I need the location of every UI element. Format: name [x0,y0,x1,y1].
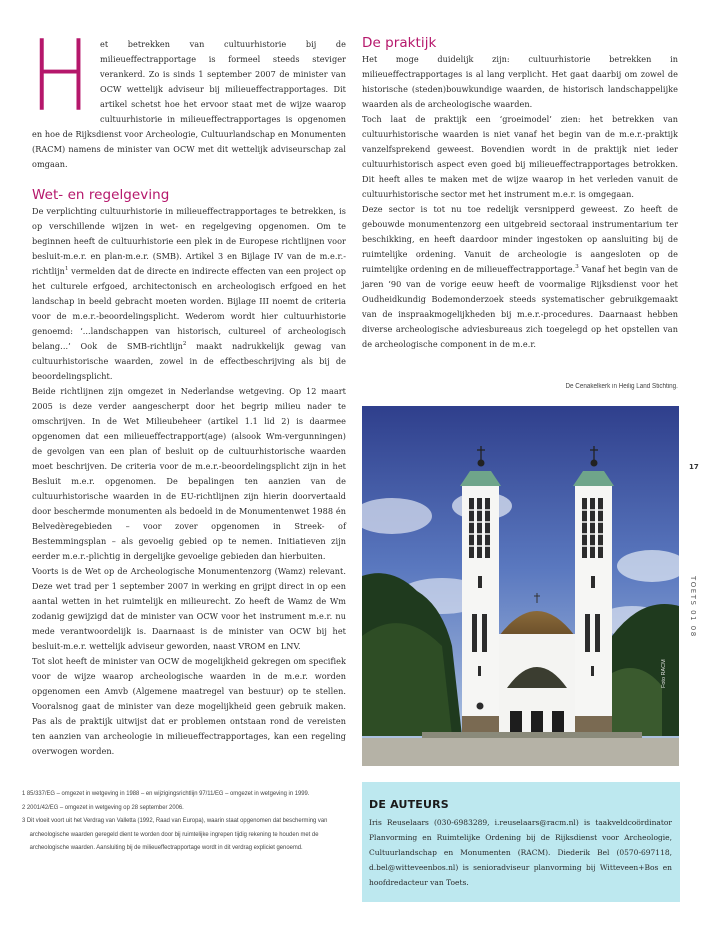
footnote-2: 2 2001/42/EG – omgezet in wetgeving op 28 september 2006. [22,803,184,811]
page-number: 17 [689,463,699,471]
text-run: Vanaf het begin van de jaren ’90 van de vorige eeuw heeft de voormalige Rijksdienst voor het Oudheidkundig Bodemonderzoek steeds systematischer gebruikgemaakt van de inspraakmogelijkheden bij m.e.r.-procedures. Daarnaast hebben diverse archeologische adviesbureaus zich toegelegd op het opstellen van de archeologische component in de m.e.r. [362,264,678,349]
section2-paragraph-3 [362,202,678,352]
footnotes [22,787,352,855]
section1-paragraph-2: Beide richtlijnen zijn omgezet in Nederlandse wetgeving. Op 12 maart 2005 is deze verder aangescherpt door het begrip milieu nader te omschrijven. In de Wet Milieubeheer (artikel 1.1 lid 2) is daarmee opgenomen dat een milieueffectrapport(age) (alsook Wm-vergunningen) de gevolgen van een plan of besluit op de cultuurhistorische waarden moet beschrijven. De criteria voor de m.e.r.-beoordelingsplicht zijn in het Besluit m.e.r. opgenomen. De bepalingen ten aanzien van de cultuurhistorische waarden in de EU-richtlijnen zijn hierin doorvertaald door beschermde monumenten als bedoeld in de Monumentenwet 1988 én Belvedèregebieden – voor zover opgenomen in Streek- of Bestemmingsplan – als gevoelig gebied op te nemen. Initiatieven zijn eerder m.e.r.-plichtig in dergelijke gevoelige gebieden dan hierbuiten. [32,386,346,561]
section1-paragraph-4: Tot slot heeft de minister van OCW de mogelijkheid gekregen om specifiek voor de wijze waarop archeologische waarden in de m.e.r. worden opgenomen een Amvb (Algemene maatregel van bestuur) op te stellen. Vooralsnog gaat de minister van deze mogelijkheid geen gebruik maken. Pas als de praktijk uitwijst dat er problemen ontstaan rond de vereisten ten aanzien van archeologie in milieueffectrapportages, kan een regeling overwogen worden. [32,656,346,756]
figure-caption: De Cenakelkerk in Heilig Land Stichting. [565,383,678,390]
text-run: maakt nadrukkelijk gewag van cultuurhistorische waarden, zowel in de effectbeschrijving als bij de beoordelingsplicht. [32,341,347,381]
text-run: vermelden dat de directe en indirecte effecten van een project op het culturele erfgoed, architectonisch en archeologisch erfgoed en het landschap in beeld gebracht moeten worden. Bijlage III noemt de criteria voor de m.e.r.-beoordelingsplicht. Wederom wordt hier cultuurhistorie genoemd: ‘...landschappen van historisch, cultureel of archeologisch belang...’ Ook de SMB-richtlijn [32,266,346,351]
footnote-1: 1 85/337/EG – omgezet in wetgeving in 1988 – en wijzigingsrichtlijn 97/11/EG – omgezet in wetgeving in 1999. [22,790,310,797]
section2-paragraph-1: Het moge duidelijk zijn: cultuurhistorie betrekken in milieueffectrapportages is al lang verplicht. Het gaat daarbij om zowel de historische (steden)bouwkundige waarden, de historisch landschappelijke waarden als de archeologische waarden. [362,54,678,109]
intro-paragraph: et betrekken van cultuurhistorie bij de milieueffectrapportage is formeel steeds steviger verankerd. Zo is sinds 1 september 2007 de minister van OCW wettelijk adviseur bij milieueffectrapportages. Dit artikel schetst hoe het ervoor staat met de wijze waarop cultuurhistorie in milieueffectrapportages is opgenomen en hoe de Rijksdienst voor Archeologie, Cultuurlandschap en Monumenten (RACM) namens de minister van OCW met dit wettelijk adviseurschap zal omgaan. [32,39,346,169]
authors-text: Iris Reuselaars (030-6983289, i.reuselaars@racm.nl) is taakveldcoördinator Planvorming en Ruimtelijke Ordening bij de Rijksdienst voor Archeologie, Cultuurlandschap en Monumenten (RACM). Diederik Bel (0570-697118, d.bel@witteveenbos.nl) is senioradviseur planvorming bij Witteveen+Bos en hoofdredacteur van Toets. [369,818,672,887]
magazine-issue-label: TOETS 01 08 [689,576,697,638]
footnote-3: 3 Dit vloeit voort uit het Verdrag van Valletta (1992, Raad van Europa), waarin staat opgenomen dat bescherming van archeologische waarden geregeld dient te worden door bij ruimtelijke ingrepen tijdig rekening te houden met de archeologische waarden. Aansluiting bij de milieueffectrapportage wordt in dit verdrag expliciet genoemd. [22,817,328,851]
text-run: Deze sector is tot nu toe redelijk versnipperd geweest. Zo heeft de gebouwde monumentenzorg een uitgebreid sectoraal instrumentarium ter beschikking, en heeft daardoor minder ingestoken op aansluiting bij de ruimtelijke ordening. Vanuit de archeologie is aangesloten op de ruimtelijke ordening en de milieueffectrapportage. [362,204,678,274]
church-illustration-icon [362,406,679,766]
church-photo [362,406,679,766]
section1-paragraph-1 [32,204,346,384]
dropcap-letter: H [30,20,91,134]
footnote-ref-2[interactable]: 2 [182,341,187,347]
footnote-ref-1[interactable]: 1 [64,266,69,272]
authors-box [362,782,680,902]
right-column [362,34,678,352]
footnote-ref-3[interactable]: 3 [575,264,579,270]
left-column [30,20,347,759]
section-heading-wet-en-regelgeving: Wet- en regelgeving [32,187,170,203]
section1-paragraph-3: Voorts is de Wet op de Archeologische Monumentenzorg (Wamz) relevant. Deze wet trad per 1 september 2007 in werking en grijpt direct in op een aantal wetten in het ruimtelijk en milieurecht. Zo heeft de Wamz de Wm zodanig gewijzigd dat de minister van OCW voor het instrument m.e.r. nu mede verantwoordelijk is. Daarnaast is de minister van OCW bij het besluit-m.e.r. wettelijk adviseur geworden, naast VROM en LNV. [32,566,346,651]
authors-heading: DE AUTEURS [369,798,449,811]
section-heading-de-praktijk: De praktijk [362,35,437,51]
text-run: De verplichting cultuurhistorie in milieueffectrapportages te betrekken, is op verschillende wijzen in wet- en regelgeving opgenomen. Om te beginnen heeft de cultuurhistorie een plek in de Europese richtlijnen voor besluit-m.e.r. en plan-m.e.r. (SMB). Artikel 3 en Bijlage IV van de m.e.r.-richtlijn [32,206,346,276]
section2-paragraph-2: Toch laat de praktijk een ‘groeimodel’ zien: het betrekken van cultuurhistorische waarden is niet vanaf het begin van de m.e.r.-praktijk vanzelfsprekend geweest. Bovendien wordt in de praktijk niet ieder cultuurhistorisch aspect even goed bij milieueffectrapportages betrokken. Dit heeft alles te maken met de wijze waarop in het verleden vanuit de cultuurhistorische sector met het instrument m.e.r. is omgegaan. [362,114,678,199]
photo-credit: Foto RACM [661,659,667,688]
